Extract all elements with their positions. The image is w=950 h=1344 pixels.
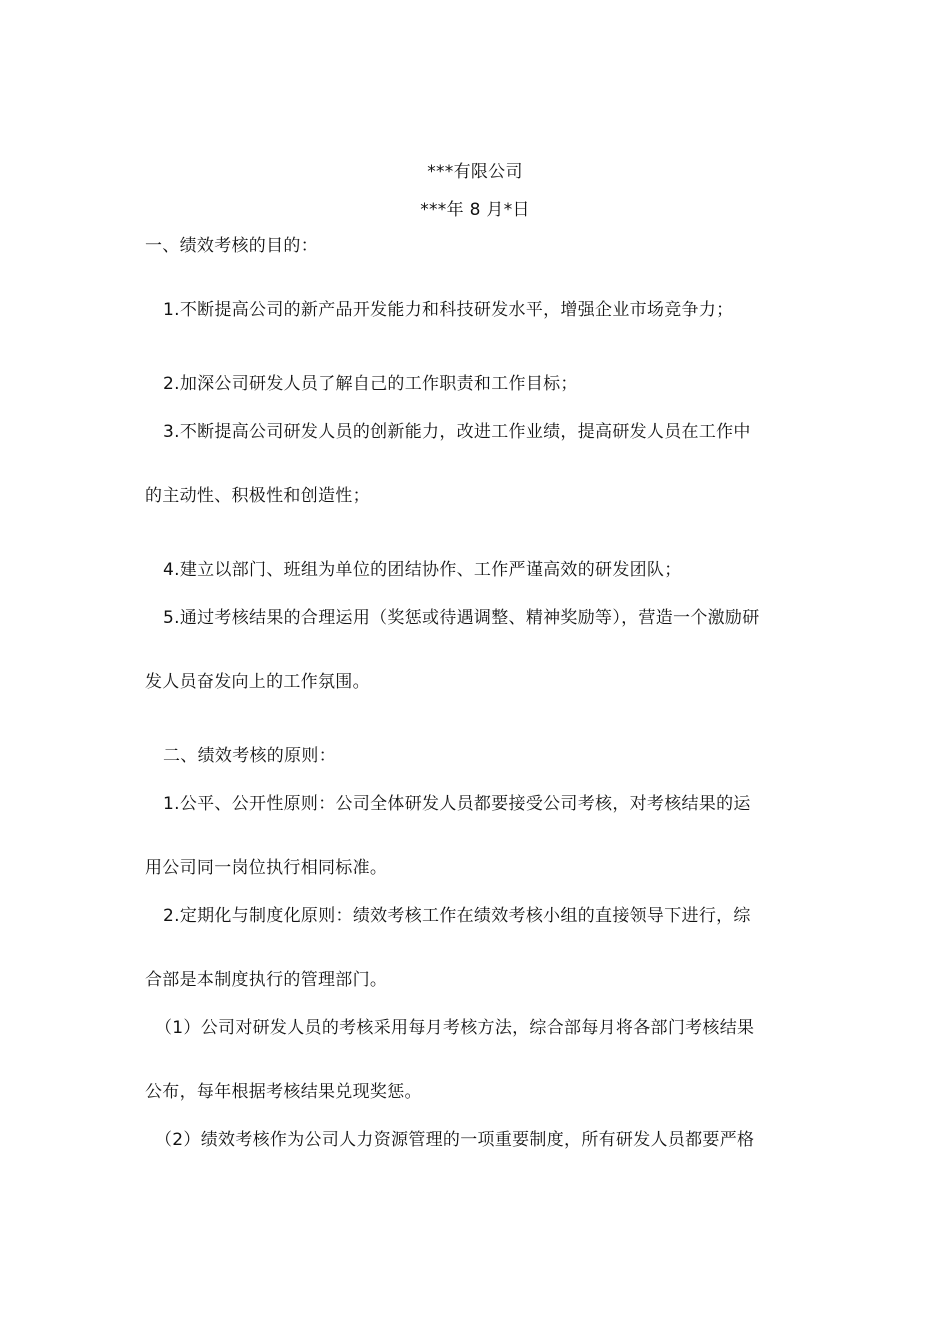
section2-item2-line2: 合部是本制度执行的管理部门。: [145, 970, 388, 990]
section2-item1-line2: 用公司同一岗位执行相同标准。: [145, 858, 388, 878]
company-name: ***有限公司: [427, 162, 523, 182]
section1-item5-line2: 发人员奋发向上的工作氛围。: [145, 672, 370, 692]
section1-heading: 一、绩效考核的目的：: [145, 236, 318, 256]
document-date: ***年 8 月*日: [420, 200, 530, 220]
section1-item4: 4.建立以部门、班组为单位的团结协作、工作严谨高效的研发团队；: [163, 560, 682, 580]
section1-item3-line2: 的主动性、积极性和创造性；: [145, 486, 370, 506]
section2-heading: 二、绩效考核的原则：: [163, 746, 336, 766]
section2-sub1-line1: （1）公司对研发人员的考核采用每月考核方法，综合部每月将各部门考核结果: [155, 1018, 755, 1038]
section1-item3-line1: 3.不断提高公司研发人员的创新能力，改进工作业绩，提高研发人员在工作中: [163, 422, 751, 442]
section1-item1: 1.不断提高公司的新产品开发能力和科技研发水平，增强企业市场竞争力；: [163, 300, 734, 320]
section2-sub2-line1: （2）绩效考核作为公司人力资源管理的一项重要制度，所有研发人员都要严格: [155, 1130, 755, 1150]
section2-item2-line1: 2.定期化与制度化原则：绩效考核工作在绩效考核小组的直接领导下进行，综: [163, 906, 751, 926]
section1-item5-line1: 5.通过考核结果的合理运用（奖惩或待遇调整、精神奖励等），营造一个激励研: [163, 608, 760, 628]
section2-sub1-line2: 公布，每年根据考核结果兑现奖惩。: [145, 1082, 422, 1102]
section1-item2: 2.加深公司研发人员了解自己的工作职责和工作目标；: [163, 374, 578, 394]
section2-item1-line1: 1.公平、公开性原则：公司全体研发人员都要接受公司考核，对考核结果的运: [163, 794, 751, 814]
